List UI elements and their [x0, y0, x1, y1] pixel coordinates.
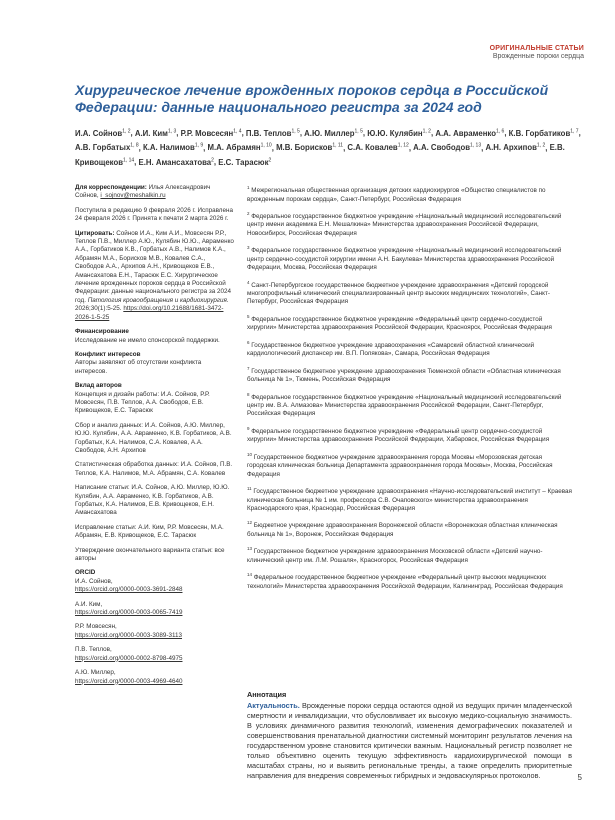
funding-block — [75, 328, 235, 345]
author-name: К.В. Горбатиков — [508, 128, 571, 138]
author — [135, 129, 176, 138]
contributions-list — [75, 391, 235, 564]
contribution-item: Исправление статьи: А.И. Ким, Р.Р. Мовсесян, М.А. Абрамян, Е.В. Кривощеков, Е.С. Тарасюк — [75, 523, 224, 540]
affiliation-number: 6 — [247, 339, 250, 345]
orcid-link[interactable]: https://orcid.org/0000-0003-3089-3113 — [75, 631, 183, 639]
orcid-entry — [75, 623, 235, 640]
author-name: И.А. Сойнов — [75, 128, 123, 138]
author-name: Е.В. Кривощеков — [75, 143, 565, 167]
section-label: ОРИГИНАЛЬНЫЕ СТАТЬИ — [489, 45, 584, 52]
author-affiliation-ref: 1, 7 — [570, 128, 579, 134]
orcid-block — [75, 569, 235, 685]
orcid-entry — [75, 578, 235, 595]
author-affiliation-ref: 1, 5 — [354, 128, 363, 134]
affiliation-text: Бюджетное учреждение здравоохранения Воронежской области «Воронежская областная клиническая больница № 1», Воронеж, Российская Федерация — [247, 522, 558, 538]
author-name: Ю.Ю. Кулябин — [367, 128, 423, 138]
author-name: Е.Н. Амансахатова — [138, 157, 212, 167]
affiliation-number: 2 — [247, 210, 250, 216]
author — [304, 129, 363, 138]
orcid-link[interactable]: https://orcid.org/0000-0003-3691-2848 — [75, 586, 183, 594]
author-affiliation-ref: 1, 14 — [123, 157, 135, 164]
affiliation-item — [247, 545, 572, 565]
affiliation-item — [247, 279, 572, 307]
author-affiliation-ref: 1, 10 — [260, 142, 272, 149]
affiliation-text: Государственное бюджетное учреждение здравоохранения «Научно-исследовательский институт – Краевая клиническая больница № 1 им. профессора С.В. Очаповского» министерства здравоохранения Краснодарского края, Краснодар, Российская Федерация — [247, 488, 572, 512]
orcid-author-name: П.В. Теплов, — [75, 646, 112, 654]
correspondence-label: Для корреспонденции: — [75, 184, 147, 191]
orcid-entry — [75, 646, 235, 663]
affiliation-number: 7 — [247, 365, 250, 371]
orcid-entry — [75, 669, 235, 686]
affiliation-text: Федеральное государственное бюджетное учреждение «Национальный медицинский исследовательский центр имени академика Е.Н. Мешалкина» Министерства здравоохранения Российской Федерации, Новосибирск, Российская Федерация — [247, 213, 562, 237]
orcid-list — [75, 578, 235, 686]
affiliation-item — [247, 313, 572, 333]
article-info-column — [75, 184, 235, 692]
author — [367, 129, 431, 138]
author — [347, 143, 408, 152]
author-name: А.В. Горбатых — [75, 143, 131, 153]
citation — [75, 230, 235, 322]
abstract-text — [247, 701, 572, 781]
contribution-item: Сбор и анализ данных: И.А. Сойнов, А.Ю. Миллер, Ю.Ю. Кулябин, А.А. Авраменко, К.В. Горбатиков, А.В. Горбатых, К.А. Налимов, С.А. Ковалев, А.А. Свободов, А.Н. Архипов — [75, 421, 232, 454]
contribution-item: Написание статьи: И.А. Сойнов, А.Ю. Миллер, Ю.Ю. Кулябин, А.А. Авраменко, К.В. Горбатиков, А.В. Горбатых, К.А. Налимов, Е.В. Кривощеков, Е.Н. Амансахатова — [75, 484, 230, 517]
affiliation-number: 8 — [247, 391, 250, 397]
author — [75, 143, 139, 152]
citation-journal: Патология кровообращения и кардиохирургия. — [87, 296, 229, 304]
author-affiliation-ref: 1, 9 — [194, 142, 204, 149]
orcid-link[interactable]: https://orcid.org/0000-0002-8798-4975 — [75, 654, 183, 662]
article-dates: Поступила в редакцию 9 февраля 2026 г. Исправлена 24 февраля 2026 г. Принята к печати 2 марта 2026 г. — [75, 206, 233, 223]
author — [509, 129, 579, 138]
affiliation-text: Федеральное государственное бюджетное учреждение «Федеральный центр сердечно-сосудистой хирургии» Министерства здравоохранения Российской Федерации, Хабаровск, Российская Федерация — [247, 427, 550, 444]
correspondence-name: Илья Александрович Сойнов, — [75, 184, 211, 200]
affiliation-item — [247, 365, 572, 385]
orcid-author-name: И.А. Сойнов, — [75, 577, 113, 585]
abstract-lead: Актуальность. — [247, 701, 300, 710]
author — [208, 143, 272, 152]
affiliation-number: 4 — [247, 279, 250, 285]
author — [143, 143, 203, 152]
affiliation-item — [247, 485, 572, 513]
author — [276, 143, 343, 152]
affiliation-number: 5 — [247, 313, 250, 319]
orcid-entry — [75, 601, 235, 618]
orcid-author-name: А.Ю. Миллер, — [75, 669, 116, 677]
correspondence-email-link[interactable]: i_sojnov@meshalkin.ru — [100, 192, 166, 200]
orcid-link[interactable]: https://orcid.org/0000-0003-0065-7419 — [75, 609, 183, 617]
author-list: И.А. Сойнов$^{1, 2}$, А.И. Ким$^{1, 3}$, Р.Р. Мовсесян$^{1, 4}$, П.В. Теплов$^{1, 5}$, А.Ю. Миллер$^{1, 5}$, Ю.Ю. Кулябин$^{1, 2}$, А.А. Авраменко$^{1, 6}$, К.В. Горбатиков$^{1, 7}$, А.В. Горбатых$^{1, 8}$, К.А. Налимов$^{1, 9}$, М.А. Абрамян$^{1, 10}$, М.В. Борисков$^{1, 11}$, С.А. Ковалев$^{1, 12}$, А.А. Свободов$^{1, 13}$, А.Н. Архипов$^{1, 2}$, Е.В. Кривощеков$^{1, 14}$, Е.Н. Амансахатова$^2$, Е.С. Тарасюк$^2$ — [75, 128, 581, 167]
contribution-item: Утверждение окончательного варианта статьи: все авторы — [75, 546, 225, 563]
author — [435, 129, 504, 138]
author-name: А.Н. Архипов — [485, 143, 537, 153]
affiliation-text: Государственное бюджетное учреждение здравоохранения «Самарский областной клинический кардиологический диспансер им. В.П. Полякова», Самара, Российская Федерация — [247, 341, 535, 358]
author-name: А.Ю. Миллер — [304, 128, 355, 138]
orcid-label: ORCID — [75, 569, 96, 577]
orcid-author-name: А.И. Ким, — [75, 600, 103, 608]
citation-issue: 2026;30(1):5-25. — [75, 305, 122, 313]
author-affiliation-ref: 2 — [211, 157, 214, 164]
citation-text: Сойнов И.А., Ким А.И., Мовсесян Р.Р., Теплов П.В., Миллер А.Ю., Кулябин Ю.Ю., Авраменко А.А., Горбатиков К.В., Горбатых А.В., Налимов К.А., Абрамян М.А., Борисков М.В., Ковалев С.А., Свободов А.А., Архипов А.Н., Кривощеков Е.В., Амансахатова Е.Н., Тарасюк Е.С. Хирургическое лечение врожденных пороков сердца в Российской Федерации: данные национального регистра за 2024 год. — [75, 229, 234, 304]
affiliation-item — [247, 339, 572, 359]
funding-text: Исследование не имело спонсорской поддержки. — [75, 336, 220, 344]
conflict-block — [75, 351, 235, 376]
contribution-item: Статистическая обработка данных: И.А. Сойнов, П.В. Теплов, К.А. Налимов, М.А. Абрамян, С.А. Ковалев — [75, 461, 233, 477]
author-name: П.В. Теплов — [245, 128, 292, 138]
affiliation-text: Государственное бюджетное учреждение здравоохранения Московской области «Детский научно-клинический центр им. Л.М. Рошаля», Красногорск, Российская Федерация — [247, 548, 543, 564]
affiliation-item — [247, 391, 572, 419]
orcid-author-name: Р.Р. Мовсесян, — [75, 623, 117, 631]
correspondence — [75, 184, 235, 201]
funding-label: Финансирование — [75, 328, 129, 336]
conflict-text: Авторы заявляют об отсутствии конфликта интересов. — [75, 359, 202, 375]
author-affiliation-ref: 1, 6 — [495, 128, 505, 134]
affiliation-text: Федеральное государственное бюджетное учреждение «Федеральный центр сердечно-сосудистой хирургии» Министерства здравоохранения Российской Федерации, Красноярск, Российская Федерация — [247, 315, 552, 332]
author-affiliation-ref: 1, 13 — [470, 142, 482, 149]
contribution-item: Концепция и дизайн работы: И.А. Сойнов, Р.Р. Мовсесян, П.В. Теплов, А.А. Свободов, Е.В. Кривощеков, Е.С. Тарасюк — [75, 390, 210, 415]
author — [246, 129, 300, 138]
author-affiliation-ref: 1, 12 — [397, 142, 409, 149]
affiliations-list — [247, 184, 572, 597]
conflict-label: Конфликт интересов — [75, 350, 141, 358]
citation-doi-link[interactable]: https://doi.org/10.21688/1681-3472-2026-1-5-25 — [75, 305, 224, 321]
affiliation-number: 12 — [247, 520, 253, 526]
author-name: Е.С. Тарасюк — [218, 157, 269, 167]
author-name: М.А. Абрамян — [207, 143, 261, 153]
author-affiliation-ref: 1, 2 — [422, 128, 431, 134]
section-header — [490, 45, 584, 60]
author-affiliation-ref: 1, 2 — [536, 142, 546, 149]
author — [75, 129, 131, 138]
author-name: Р.Р. Мовсесян — [180, 128, 234, 138]
author-name: А.А. Свободов — [413, 143, 470, 153]
subsection-label: Врожденные пороки сердца — [492, 53, 584, 60]
author-affiliation-ref: 1, 4 — [233, 128, 242, 134]
author-name: К.А. Налимов — [142, 143, 195, 153]
affiliation-text: Государственное бюджетное учреждение здравоохранения города Москвы «Морозовская детская городская клиническая больница Департамента здравоохранения города Москвы», Москва, Российская Федерация — [247, 453, 553, 478]
abstract-label: Аннотация — [247, 690, 287, 699]
affiliation-number: 14 — [247, 572, 253, 578]
author-affiliation-ref: 1, 8 — [130, 142, 139, 149]
affiliation-number: 1 — [247, 185, 250, 190]
orcid-link[interactable]: https://orcid.org/0000-0003-4969-4640 — [75, 677, 183, 685]
affiliation-number: 3 — [247, 245, 250, 251]
author — [485, 143, 545, 152]
author-affiliation-ref: 1, 2 — [122, 128, 131, 134]
article-title: Хирургическое лечение врожденных пороков сердца в Российской Федерации: данные национального регистра за 2024 год — [75, 82, 549, 115]
affiliation-text: Санкт-Петербургское государственное бюджетное учреждение здравоохранения «Детский городской многопрофильный клинический специализированный центр высоких медицинских технологий», Санкт-Петербург, Российская Федерация — [247, 281, 550, 306]
affiliation-text: Государственное бюджетное учреждение здравоохранения Тюменской области «Областная клиническая больница № 1», Тюмень, Российская Федерация — [247, 367, 561, 384]
affiliation-number: 11 — [247, 486, 252, 492]
author-affiliation-ref: 1, 11 — [332, 142, 344, 149]
page-number: 5 — [577, 773, 582, 782]
affiliation-item — [247, 210, 572, 238]
author-name: А.А. Авраменко — [435, 128, 496, 138]
affiliation-item — [247, 519, 572, 539]
affiliation-text: Федеральное государственное бюджетное учреждение «Национальный медицинский исследовательский центр им. В.А. Алмазова» Министерства здравоохранения Российской Федерации, Санкт-Петербург, Российская Федерация — [247, 393, 562, 418]
affiliation-item — [247, 571, 572, 591]
affiliation-number: 9 — [247, 425, 250, 431]
affiliation-item — [247, 184, 572, 204]
author — [218, 158, 271, 167]
author-affiliation-ref: 1, 3 — [167, 128, 177, 134]
author — [139, 158, 214, 167]
citation-label: Цитировать: — [75, 229, 115, 237]
author-affiliation-ref: 1, 5 — [291, 128, 300, 134]
affiliation-text: Федеральное государственное бюджетное учреждение «Национальный медицинский исследовательский центр сердечно-сосудистой хирургии имени А.Н. Бакулева» Министерства здравоохранения Российской Федерации, Москва, Российская Федерация — [247, 247, 562, 272]
author-name: М.В. Борисков — [276, 143, 333, 153]
author-name: С.А. Ковалев — [347, 143, 398, 153]
contributions-block — [75, 382, 235, 563]
affiliation-number: 13 — [247, 546, 253, 552]
affiliation-item — [247, 244, 572, 272]
contributions-label: Вклад авторов — [75, 382, 122, 390]
author — [413, 143, 481, 152]
abstract-body: Врожденные пороки сердца остаются одной из ведущих причин младенческой смертности и инвалидизации, что обусловливает их высокую медико-социальную значимость. В условиях динамичного развития технологий, изменения демографических показателей и совершенствования пренатальной диагностики системный мониторинг результатов лечения на государственном уровне становится критически важным. Национальный регистр позволяет не только объективно оценить текущую эффективность кардиохирургической помощи в масштабах страны, но и выявить региональные тренды, а также определить приоритетные направления для внедрения современных гибридных и эндоваскулярных протоколов. — [247, 701, 572, 780]
affiliation-text: Федеральное государственное бюджетное учреждение «Федеральный центр высоких медицинских технологий» Министерства здравоохранения Российской Федерации, Калининград, Российская Федерация — [247, 574, 563, 590]
affiliation-number: 10 — [247, 451, 253, 457]
author-name: А.И. Ким — [134, 128, 168, 138]
affiliation-item — [247, 425, 572, 445]
abstract — [247, 690, 572, 781]
affiliation-item — [247, 451, 572, 479]
author — [181, 129, 242, 138]
author-affiliation-ref: 2 — [268, 157, 272, 164]
affiliation-text: Межрегиональная общественная организация детских кардиохирургов «Общество специалистов по врожденным порокам сердца», Санкт-Петербург, Российская Федерация — [247, 187, 546, 203]
